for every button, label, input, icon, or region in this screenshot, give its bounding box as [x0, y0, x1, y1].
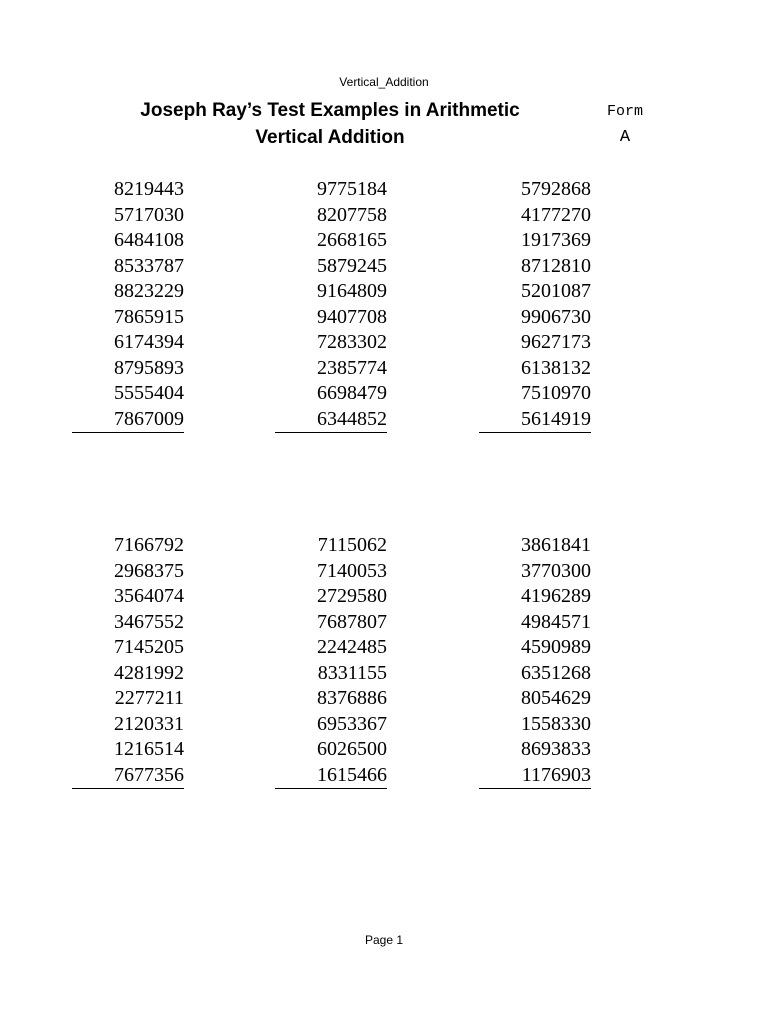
addend: 3770300 [521, 559, 591, 582]
addend: 7140053 [317, 559, 387, 582]
addend: 7687807 [317, 610, 387, 633]
addend: 5555404 [114, 382, 184, 404]
addend: 2729580 [317, 585, 387, 607]
addend: 2968375 [114, 559, 184, 582]
addend: 6351268 [521, 661, 591, 684]
form-label: Form [606, 103, 643, 120]
addition-problem-3 [479, 177, 591, 433]
addend: 8795893 [114, 356, 184, 379]
addend: 8533787 [114, 254, 184, 277]
addend: 9164809 [317, 280, 387, 302]
addend: 6026500 [317, 738, 387, 760]
addend: 7510970 [521, 382, 591, 404]
addend: 8376886 [317, 687, 387, 709]
addition-problem-5 [275, 533, 387, 789]
addend: 2242485 [317, 636, 387, 658]
addend: 3564074 [114, 585, 184, 607]
addend: 7865915 [114, 305, 184, 328]
addend: 8207758 [317, 203, 387, 226]
addend: 8693833 [521, 738, 591, 760]
addend: 2385774 [317, 356, 387, 379]
addend: 5792868 [521, 178, 591, 200]
addend: 7115062 [317, 534, 387, 556]
addend: 1176903 [521, 763, 591, 786]
addition-problem-4 [72, 533, 184, 789]
addend: 5879245 [317, 254, 387, 277]
addend: 6953367 [317, 712, 387, 735]
addend: 4590989 [521, 636, 591, 658]
addend: 6344852 [317, 407, 387, 430]
addend: 4984571 [521, 610, 591, 633]
addend: 4177270 [521, 203, 591, 226]
addend: 6698479 [317, 382, 387, 404]
addend: 1917369 [521, 229, 591, 251]
addend: 1615466 [317, 763, 387, 786]
addend: 8823229 [114, 280, 184, 302]
addend: 4281992 [114, 661, 184, 684]
addend: 2668165 [317, 229, 387, 251]
addend: 6138132 [521, 356, 591, 379]
addend: 5201087 [521, 280, 591, 302]
addend: 3467552 [114, 610, 184, 633]
addend: 1216514 [114, 738, 184, 760]
addend: 7677356 [114, 763, 184, 786]
addend: 5614919 [521, 407, 591, 430]
document-header-label: Vertical_Addition [339, 75, 429, 89]
addend: 8712810 [521, 254, 591, 277]
addend: 4196289 [521, 585, 591, 607]
addition-problem-1 [72, 177, 184, 433]
page-title: Joseph Ray’s Test Examples in Arithmetic [140, 100, 520, 121]
addend: 6484108 [114, 229, 184, 251]
addend: 8054629 [521, 687, 591, 709]
addend: 3861841 [521, 534, 591, 556]
addend: 8331155 [317, 661, 387, 684]
addend: 7867009 [114, 407, 184, 430]
addend: 9906730 [521, 305, 591, 328]
addend: 9775184 [317, 178, 387, 200]
page-subtitle: Vertical Addition [255, 127, 405, 148]
addend: 9407708 [317, 305, 387, 328]
addend: 7283302 [317, 331, 387, 353]
addend: 2120331 [114, 712, 184, 735]
addend: 1558330 [521, 712, 591, 735]
form-letter: A [619, 128, 631, 147]
addend: 5717030 [114, 203, 184, 226]
addition-problem-6 [479, 533, 591, 789]
addend: 7145205 [114, 636, 184, 658]
page-number: Page 1 [364, 933, 404, 947]
addend: 2277211 [114, 687, 184, 709]
addition-problem-2 [275, 177, 387, 433]
addend: 8219443 [114, 178, 184, 200]
addend: 9627173 [521, 331, 591, 353]
addend: 6174394 [114, 331, 184, 353]
addend: 7166792 [114, 534, 184, 556]
